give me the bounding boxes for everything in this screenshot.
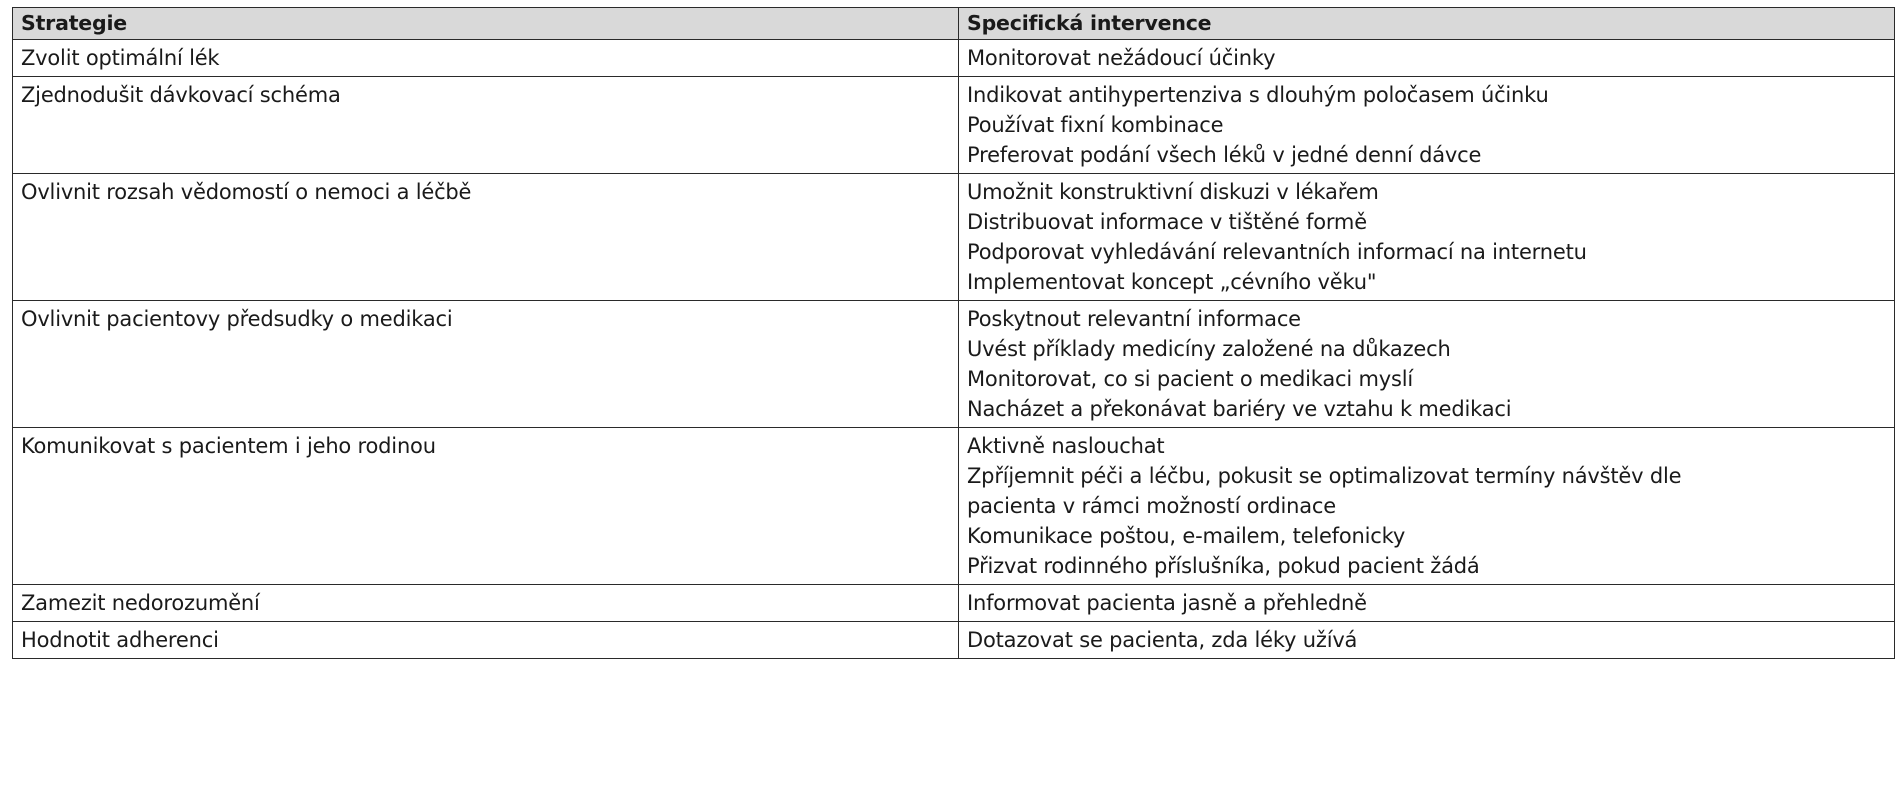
intervention-cell (959, 428, 1895, 585)
strategy-text: Komunikovat s pacientem i jeho rodinou (21, 434, 436, 458)
intervention-item: Implementovat koncept „cévního věku" (967, 270, 1377, 294)
intervention-item: Monitorovat, co si pacient o medikaci myslí (967, 367, 1414, 391)
intervention-item: Preferovat podání všech léků v jedné denní dávce (967, 143, 1482, 167)
intervention-item: Dotazovat se pacienta, zda léky užívá (967, 628, 1358, 652)
table-body (13, 40, 1895, 659)
intervention-item: Nacházet a překonávat bariéry ve vztahu k medikaci (967, 397, 1512, 421)
table-header (13, 8, 1895, 40)
header-row (13, 8, 1895, 40)
strategy-text: Zvolit optimální lék (21, 46, 220, 70)
intervention-item: Monitorovat nežádoucí účinky (967, 46, 1276, 70)
intervention-item: Zpříjemnit péči a léčbu, pokusit se optimalizovat termíny návštěv dle (967, 464, 1682, 488)
strategy-cell (13, 585, 959, 622)
intervention-item: Podporovat vyhledávání relevantních informací na internetu (967, 240, 1587, 264)
strategy-cell (13, 77, 959, 174)
intervention-item: Indikovat antihypertenziva s dlouhým poločasem účinku (967, 83, 1549, 107)
strategy-cell (13, 174, 959, 301)
intervention-item: pacienta v rámci možností ordinace (967, 494, 1336, 518)
intervention-item: Přizvat rodinného příslušníka, pokud pacient žádá (967, 554, 1480, 578)
table-row (13, 174, 1895, 301)
table-row (13, 622, 1895, 659)
intervention-item: Komunikace poštou, e-mailem, telefonicky (967, 524, 1406, 548)
table-row (13, 428, 1895, 585)
intervention-item: Distribuovat informace v tištěné formě (967, 210, 1367, 234)
strategy-cell (13, 428, 959, 585)
strategy-cell (13, 622, 959, 659)
intervention-cell (959, 301, 1895, 428)
intervention-item: Umožnit konstruktivní diskuzi v lékařem (967, 180, 1379, 204)
strategy-text: Ovlivnit pacientovy předsudky o medikaci (21, 307, 453, 331)
intervention-cell (959, 622, 1895, 659)
strategy-text: Zjednodušit dávkovací schéma (21, 83, 341, 107)
intervention-cell (959, 174, 1895, 301)
intervention-cell (959, 585, 1895, 622)
strategy-text: Zamezit nedorozumění (21, 591, 260, 615)
strategy-table (12, 7, 1895, 659)
intervention-item: Aktivně naslouchat (967, 434, 1165, 458)
table-row (13, 77, 1895, 174)
intervention-cell (959, 40, 1895, 77)
header-strategy: Strategie (13, 8, 959, 40)
strategy-text: Ovlivnit rozsah vědomostí o nemoci a léčbě (21, 180, 472, 204)
table-row (13, 585, 1895, 622)
intervention-item: Používat fixní kombinace (967, 113, 1224, 137)
strategy-cell (13, 40, 959, 77)
table-row (13, 40, 1895, 77)
intervention-item: Poskytnout relevantní informace (967, 307, 1301, 331)
intervention-item: Uvést příklady medicíny založené na důkazech (967, 337, 1451, 361)
header-intervention: Specifická intervence (959, 8, 1895, 40)
intervention-item: Informovat pacienta jasně a přehledně (967, 591, 1367, 615)
strategy-cell (13, 301, 959, 428)
table-row (13, 301, 1895, 428)
intervention-cell (959, 77, 1895, 174)
strategy-text: Hodnotit adherenci (21, 628, 219, 652)
strategy-table-container (12, 7, 1894, 659)
